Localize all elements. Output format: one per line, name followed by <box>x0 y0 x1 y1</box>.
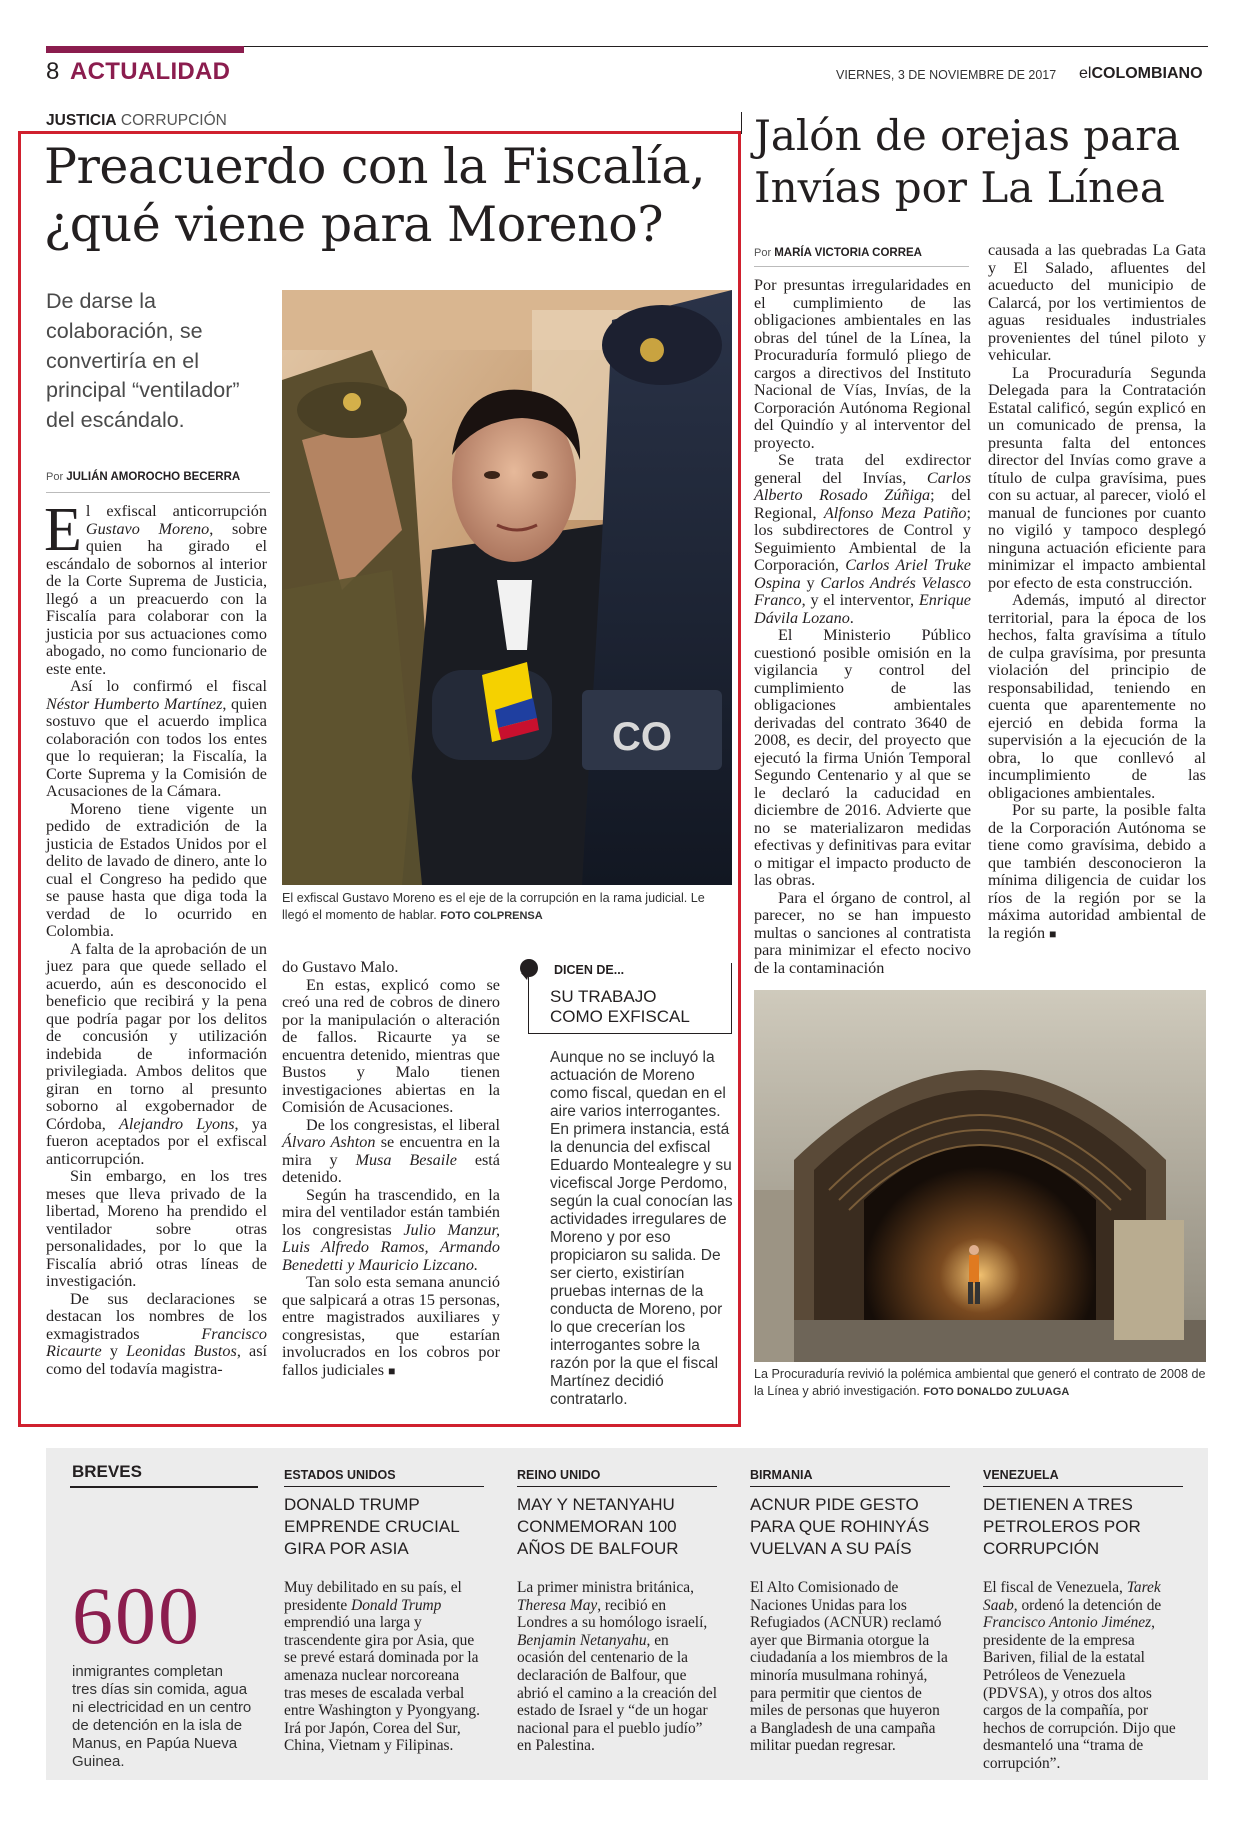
byline-name: JULIÁN AMOROCHO BECERRA <box>66 471 241 483</box>
brief-title: ACNUR PIDE GESTO PARA QUE ROHINYÁS VUELVAN A SU PAÍS <box>750 1495 930 1558</box>
kicker-topic: CORRUPCIÓN <box>116 112 227 129</box>
brief-country-rule <box>983 1486 1183 1487</box>
brief-country: ESTADOS UNIDOS <box>284 1468 396 1482</box>
paragraph: Sin embargo, en los tres meses que lleva privado de la libertad, Moreno ha prendido el ventilador sobre otras personalidades, por lo que la Fiscalía abrió otras líneas de investigación. <box>46 1167 267 1290</box>
brief-title: DETIENEN A TRES PETROLEROS POR CORRUPCIÓN <box>983 1495 1141 1558</box>
brand-name: COLOMBIANO <box>1091 65 1203 82</box>
second-column-1 <box>754 277 971 977</box>
paragraph: En estas, explicó como se creó una red de cobros de dinero por la manipulación o alteración de fallos. Ricaurte ya se encuentra detenido, mientras que Bustos y Malo tienen investigaciones abiertas en la Comisión de Acusaciones. <box>282 975 500 1116</box>
main-byline <box>46 470 240 484</box>
brief-body: La primer ministra británica, Theresa May, recibió en Londres a su homólogo israelí, Benjamin Netanyahu, en ocasión del centenario de la declaración de Balfour, que abrió el camino a la creación del estado de Israel y “de un hogar nacional para el pueblo judío” en Palestina. <box>517 1579 717 1755</box>
page-number: 8 <box>46 58 60 85</box>
sidebar-dicen <box>518 957 732 1409</box>
breves-big-number: 600 <box>72 1570 201 1661</box>
headline-line-2: ¿qué viene para Moreno? <box>44 196 663 253</box>
second-headline-line-1: Jalón de orejas para <box>754 111 1181 160</box>
breves-number-text: inmigrantes completan tres días sin comida, agua ni electricidad en un centro de detención en la isla de Manus, en Papúa Nueva Guinea. <box>72 1663 252 1770</box>
second-headline-line-2: Invías por La Línea <box>754 163 1165 212</box>
tunnel-photo-credit-label: FOTO <box>923 1386 957 1398</box>
paragraph: La Procuraduría Segunda Delegada para la Contratación Estatal calificó, según explicó en un comunicado de prensa, la presunta falta del entonces director del Invías como grave a título de culpa gravísima, pues con su actuar, al parecer, violó el manual de funciones por cuanto no vigiló y tampoco desplegó ninguna actuación eficiente para minimizar el impacto ambiental por efecto de esta construcción. <box>988 363 1206 592</box>
paragraph: A falta de la aprobación de un juez para que quede sellado el acuerdo, aún es desconocido el beneficio que recibirá y la pena que podría pagar por los delitos de concusión y utilización indebida de información privilegiada. Ambos delitos que giran en torno al presunto soborno al exgobernador de Córdoba, Alejandro Lyons, ya fueron aceptados por el exfiscal anticorrupción. <box>46 939 268 1168</box>
byline-rule <box>46 492 270 493</box>
paragraph: El Ministerio Público cuestionó posible omisión en la vigilancia y control del cumplimiento de las obligaciones ambientales derivadas del contrato 3640 de 2008, es decir, del proyecto que ejecutó la firma Unión Temporal Segundo Centenario y al que se le declaró la caducidad en diciembre de 2016. Advierte que no se materializaron medidas efectivas y definitivas para evitar o mitigar el impacto producto de las obras. <box>754 626 971 889</box>
photo-credit-label: FOTO <box>440 910 474 922</box>
brief-body: El Alto Comisionado de Naciones Unidas para los Refugiados (ACNUR) reclamó ayer que Birmania otorgue la ciudadanía a los miembros de la minoría musulmana rohinyá, para permitir que cientos de miles de personas que huyeron a Bangladesh de una campaña militar puedan regresar. <box>750 1579 948 1755</box>
end-mark: ■ <box>1049 926 1057 941</box>
second-article-left-rule <box>741 112 742 134</box>
sidebar-title: SU TRABAJO COMO EXFISCAL <box>550 987 690 1026</box>
paragraph: Además, imputó al director territorial, para la época de los hechos, falta gravísima a título de culpa gravísima, por presunta violación del principio de responsabilidad, teniendo en cuenta que aparentemente no ejerció en debida forma la supervisión a la ejecución de la obra, lo que conllevó al incumplimiento de las obligaciones ambientales. <box>988 591 1206 802</box>
article-deck: De darse la colaboración, se convertiría en el principal “ventilador” del escándalo. <box>46 289 240 433</box>
second-headline <box>754 110 1214 214</box>
sidebar-rule <box>528 1033 732 1034</box>
second-byline-name: MARÍA VICTORIA CORREA <box>774 247 922 259</box>
paragraph: De los congresistas, el liberal Álvaro Ashton se encuentra en la mira y Musa Besaile está detenido. <box>282 1115 500 1186</box>
headline-line-1: Preacuerdo con la Fiscalía, <box>44 138 706 195</box>
brief-country: VENEZUELA <box>983 1468 1059 1482</box>
kicker <box>46 112 227 130</box>
paragraph: Así lo confirmó el fiscal Néstor Humberto Martínez, quien sostuvo que el acuerdo implica colaboración con todos los entes que lo requieran; la Fiscalía, la Corte Suprema y la Comisión de Acusaciones de la Cámara. <box>46 677 268 800</box>
sidebar-body: Aunque no se incluyó la actuación de Moreno como fiscal, quedan en el aire varios interrogantes. En primera instancia, está la denuncia del exfiscal Eduardo Montealegre y su vicefiscal Jorge Perdomo, según la cual conocían las actividades irregulares de Moreno y por eso propiciaron su salida. De ser cierto, existirían pruebas internas de la conducta de Moreno, por lo que crecerían los interrogantes sobre la razón por la que el fiscal Martínez decidió contratarlo. <box>550 1049 733 1408</box>
paragraph: do Gustavo Malo. <box>282 958 399 976</box>
paragraph: Para el órgano de control, al parecer, no se han impuesto multas o sanciones al contratista para minimizar el efecto nocivo de la contaminación <box>754 888 971 977</box>
breves-section <box>46 1448 1208 1780</box>
sidebar-header <box>518 957 732 981</box>
page-date: VIERNES, 3 DE NOVIEMBRE DE 2017 <box>836 68 1057 82</box>
main-headline <box>44 138 744 254</box>
brand-logo <box>1079 64 1203 84</box>
drop-cap: E <box>44 496 82 564</box>
paragraph: causada a las quebradas La Gata y El Salado, afluentes del acueducto del municipio de Calarcá, por los vertimientos de aguas residuales industriales provenientes del túnel piloto y vehicular. <box>988 241 1206 364</box>
moreno-photo <box>282 290 732 885</box>
brand-prefix: el <box>1079 65 1092 82</box>
second-byline-rule <box>754 266 969 267</box>
brief-country-rule <box>517 1486 717 1487</box>
paragraph: Se trata del exdirector general del Invías, Carlos Alberto Rosado Zúñiga; del Regional, Alfonso Meza Patiño; los subdirectores de Control y Seguimiento Ambiental de la Corporación, Carlos Ariel Truke Ospina y Carlos Andrés Velasco Franco, y el interventor, Enrique Dávila Lozano. <box>754 451 971 627</box>
brief-body: El fiscal de Venezuela, Tarek Saab, ordenó la detención de Francisco Antonio Jiménez, presidente de la empresa Bariven, filial de la estatal Petróleos de Venezuela (PDVSA), y otros dos altos cargos de la compañía, por hechos de corrupción. Dijo que desmanteló una “trama de corrupción”. <box>983 1579 1176 1772</box>
brief-country-rule <box>284 1486 484 1487</box>
main-column-2 <box>282 959 500 1380</box>
breves-label-rule <box>70 1486 258 1488</box>
sidebar-label: DICEN DE... <box>554 963 625 977</box>
brief-item <box>517 1448 717 1755</box>
brief-body: Muy debilitado en su país, el presidente Donald Trump emprendió una larga y trascendente gira por Asia, que se prevé estará dominada por la amenaza nuclear norcoreana tras meses de escalada verbal entre Washington y Pyongyang. Irá por Japón, Corea del Sur, China, Vietnam y Filipinas. <box>284 1579 480 1755</box>
tunnel-photo-credit: DONALDO ZULUAGA <box>956 1386 1070 1398</box>
kicker-section: JUSTICIA <box>46 112 117 129</box>
brief-item <box>284 1448 484 1755</box>
paragraph: Tan solo esta semana anunció que salpicará a otras 15 personas, entre magistrados auxiliares y congresistas, que estarían involucrados en los cobros por fallos judiciales ■ <box>282 1273 500 1379</box>
photo-credit: COLPRENSA <box>473 910 543 922</box>
paragraph: De sus declaraciones se destacan los nombres de los exmagistrados Francisco Ricaurte y Leonidas Bustos, así como del todavía magistra- <box>46 1289 268 1378</box>
paragraph: Según ha trascendido, en la mira del ventilador están también los congresistas Julio Manzur, Luis Alfredo Ramos, Armando Benedetti y Mauricio Lizcano. <box>282 1185 500 1274</box>
byline-prefix: Por <box>46 471 67 483</box>
brief-item <box>983 1448 1183 1773</box>
sidebar-vrule <box>528 977 529 1034</box>
main-photo-caption: El exfiscal Gustavo Moreno es el eje de la corrupción en la rama judicial. Le llegó el momento de hablar. FOTO COLPRENSA <box>282 891 705 922</box>
svg-text:CO: CO <box>612 715 672 759</box>
second-column-2 <box>988 242 1206 943</box>
main-column-1 <box>44 496 268 1378</box>
section-name: ACTUALIDAD <box>70 58 231 85</box>
paragraph: Moreno tiene vigente un pedido de extradición de la justicia de Estados Unidos por el delito de lavado de dinero, ante lo cual el Congreso ha pedido que se pause hasta que diga toda la verdad de lo ocurrido en Colombia. <box>46 799 267 940</box>
paragraph: El exfiscal anticorrupción Gustavo Moreno, sobre quien ha girado el escándalo de sobornos al interior de la Corte Suprema de Justicia, llegó a un preacuerdo con la Fiscalía para colaborar con la justicia por sus actuaciones como abogado, no como funcionario de este ente. <box>44 496 267 678</box>
breves-label: BREVES <box>72 1462 142 1481</box>
end-mark: ■ <box>388 1363 396 1378</box>
brief-item <box>750 1448 950 1755</box>
tunnel-photo <box>754 990 1206 1362</box>
brief-title: DONALD TRUMP EMPRENDE CRUCIAL GIRA POR ASIA <box>284 1495 460 1558</box>
header-rule <box>244 46 1208 47</box>
moreno-photo-illustration <box>282 290 732 885</box>
paragraph: Por su parte, la posible falta de la Corporación Autónoma se tiene como gravísima, debido a que también desconocieron la mínima diligencia de cuidar los ríos de la región por se la máxima autoridad ambiental de la región ■ <box>988 801 1206 942</box>
brief-country: BIRMANIA <box>750 1468 813 1482</box>
paragraph: Por presuntas irregularidades en el cumplimiento de las obligaciones ambientales en las obras del túnel de la Línea, la Procuraduría formuló pliego de cargos a directivos del Instituto Nacional de Vías, Invías, de la Corporación Autónoma Regional del Quindío y al interventor del proyecto. <box>754 276 971 452</box>
tunnel-photo-caption: La Procuraduría revivió la polémica ambiental que generó el contrato de 2008 de la Línea y abrió investigación. FOTO DONALDO ZULUAGA <box>754 1367 1206 1398</box>
brief-country: REINO UNIDO <box>517 1468 601 1482</box>
brief-country-rule <box>750 1486 950 1487</box>
sidebar-rule-right <box>731 963 732 1034</box>
header-accent-bar <box>46 46 244 53</box>
brief-title: MAY Y NETANYAHU CONMEMORAN 100 AÑOS DE BALFOUR <box>517 1495 679 1558</box>
tunnel-photo-illustration <box>754 990 1206 1362</box>
second-byline: Por MARÍA VICTORIA CORREA <box>754 247 922 259</box>
